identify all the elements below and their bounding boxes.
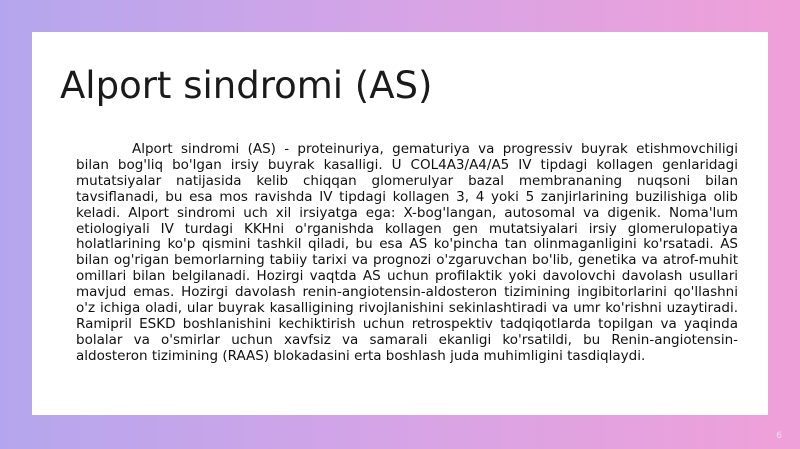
slide-body-text: Alport sindromi (AS) - proteinuriya, gematuriya va progressiv buyrak etishmovchiligi bilan bog'liq bo'lgan irsiy buyrak kasalligi. U COL4A3/A4/A5 IV tipdagi kollagen genlaridagi mutatsiyalar natijasida kelib chiqqan glomerulyar bazal membrananing nuqsoni bilan tavsiflanadi, bu esa mos ravishda IV tipdagi kollagen 3, 4 yoki 5 zanjirlarining buzilishiga olib keladi. Alport sindromi uch xil irsiyatga ega: X-bog'langan, autosomal va digenik. Noma'lum etiologiyali IV turdagi KKHni o'rganishda kollagen gen mutatsiyalari irsiy glomerulopatiya holatlarining ko'p qismini tashkil qiladi, bu esa AS ko'pincha tan olinmaganligini ko'rsatadi. AS bilan og'rigan bemorlarning tabiiy tarixi va prognozi o'zgaruvchan bo'lib, genetika va atrof-muhit omillari bilan belgilanadi. Hozirgi vaqtda AS uchun profilaktik yoki davolovchi davolash usullari mavjud emas. Hozirgi davolash renin-angiotensin-aldosteron tizimining ingibitorlarini qo'llashni o'z ichiga oladi, ular buyrak kasalligining rivojlanishini sekinlashtiradi va umr ko'rishni uzaytiradi. Ramipril ESKD boshlanishini kechiktirish uchun retrospektiv tadqiqotlarda topilgan va yaqinda bolalar va o'smirlar uchun xavfsiz va samarali ekanligi ko'rsatildi, bu Renin-angiotensin-aldosteron tizimining (RAAS) blokadasini erta boshlash juda muhimligini tasdiqlaydi.	[76, 141, 738, 364]
page-number: 6	[776, 431, 782, 441]
slide-title: Alport sindromi (AS)	[60, 64, 433, 107]
slide	[32, 32, 768, 415]
